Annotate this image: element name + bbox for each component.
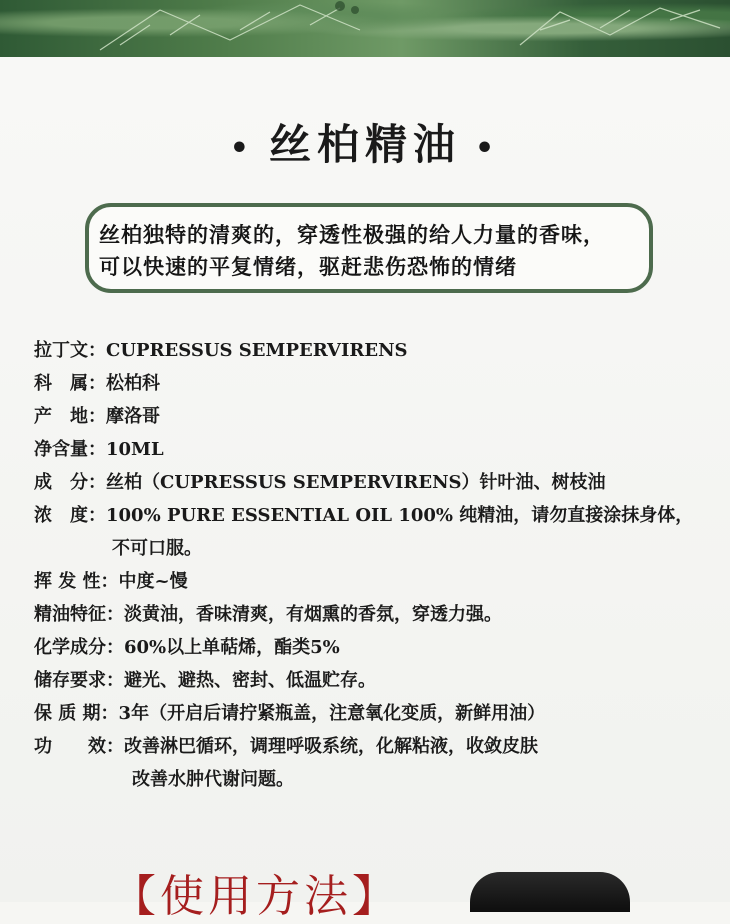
intro-line-2: 可以快速的平复情绪，驱赶悲伤恐怖的情绪 [99, 254, 517, 279]
spec-row-volume: 净含量：10ML [34, 439, 164, 460]
title-dot-left: • [229, 130, 255, 166]
spec-row-ingredients: 成 分：丝柏（CUPRESSUS SEMPERVIRENS）针叶油、树枝油 [34, 472, 606, 493]
spec-row-shelf-life: 保 质 期：3年（开启后请拧紧瓶盖，注意氧化变质，新鲜用油） [34, 703, 546, 724]
intro-callout [85, 203, 653, 293]
spec-row-family: 科 属：松柏科 [34, 373, 160, 394]
title-dot-right: • [475, 130, 501, 166]
spec-row-effects: 功 效：改善淋巴循环，调理呼吸系统，化解粘液，收敛皮肤 [34, 736, 538, 757]
spec-row-chemistry: 化学成分：60%以上单萜烯，酯类5% [34, 637, 340, 658]
spec-row-concentration-cont: 不可口服。 [112, 538, 202, 559]
intro-line-1: 丝柏独特的清爽的，穿透性极强的给人力量的香味， [99, 222, 605, 247]
spec-row-effects-cont: 改善水肿代谢问题。 [132, 769, 294, 790]
spec-row-concentration: 浓 度：100% PURE ESSENTIAL OIL 100% 纯精油，请勿直接涂抹身体， [34, 505, 694, 526]
title-text: 丝柏精油 [268, 120, 461, 169]
spec-row-characteristics: 精油特征：淡黄油，香味清爽，有烟熏的香氛，穿透力强。 [34, 604, 502, 625]
cypress-branch-illustration [0, 0, 730, 57]
bottle-cap-image [470, 872, 630, 912]
product-title [0, 112, 730, 172]
spec-row-latin: 拉丁文：CUPRESSUS SEMPERVIRENS [34, 340, 408, 361]
usage-heading: 【使用方法】 [112, 871, 400, 922]
header-foliage-banner [0, 0, 730, 57]
spec-row-volatility: 挥 发 性：中度~慢 [34, 571, 188, 592]
spec-row-storage: 储存要求：避光、避热、密封、低温贮存。 [34, 670, 376, 691]
spec-row-origin: 产 地：摩洛哥 [34, 406, 160, 427]
